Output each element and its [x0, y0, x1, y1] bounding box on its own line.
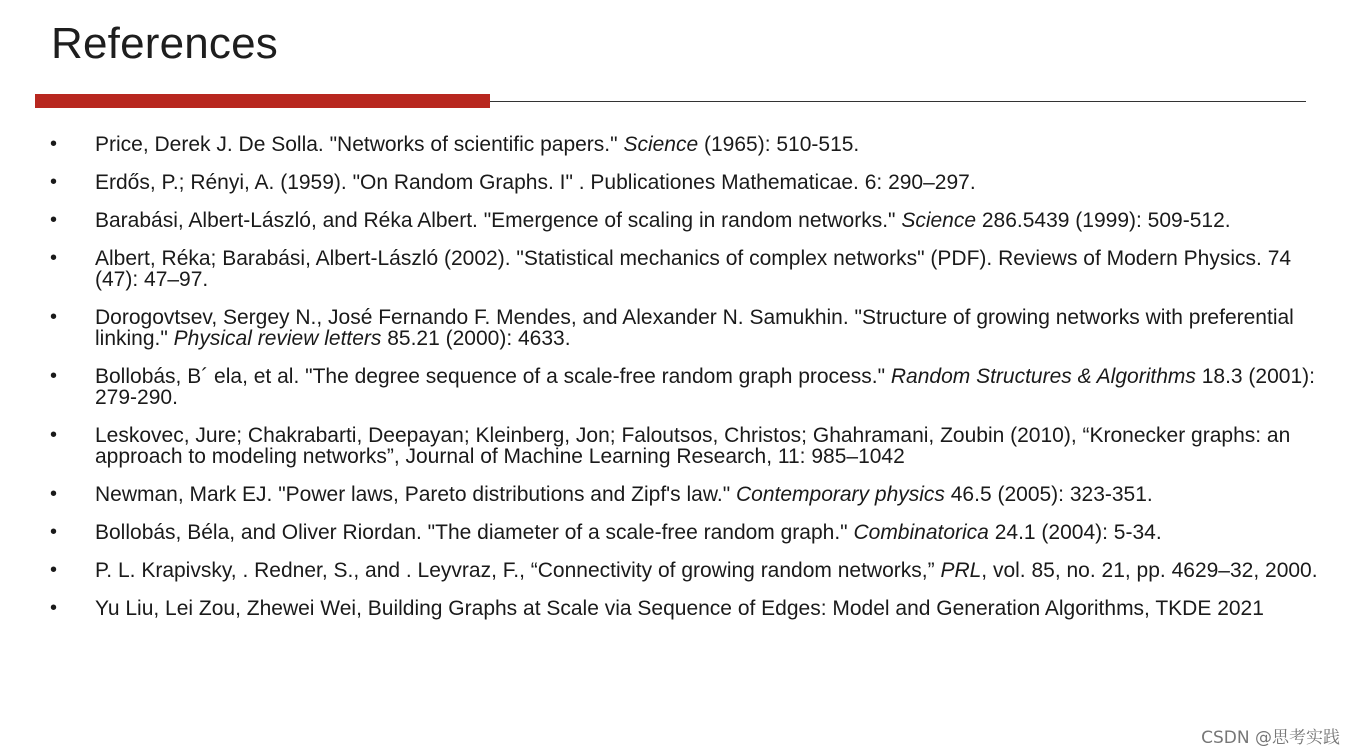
bullet-icon: •: [50, 424, 58, 446]
reference-source: Random Structures & Algorithms: [890, 365, 1196, 388]
reference-text: Albert, Réka; Barabási, Albert-László (2002). "Statistical mechanics of complex networks" (PDF). Reviews of Modern Physics. 74 (47): 47–97.: [95, 247, 1292, 291]
reference-item: [0, 210, 1356, 231]
watermark: CSDN @思考实践: [1201, 728, 1340, 748]
reference-item: [0, 134, 1356, 155]
reference-text: P. L. Krapivsky, . Redner, S., and . Leyvraz, F., “Connectivity of growing random networks,”: [95, 559, 941, 582]
reference-item: [0, 598, 1356, 619]
reference-details: (1965): 510-515.: [698, 133, 860, 156]
reference-item: [0, 560, 1356, 581]
reference-source: Science: [901, 209, 977, 232]
bullet-icon: •: [50, 209, 58, 231]
reference-source: Physical review letters: [173, 327, 382, 350]
reference-text: Barabási, Albert-László, and Réka Albert. "Emergence of scaling in random networks.": [95, 209, 902, 232]
reference-text: Newman, Mark EJ. "Power laws, Pareto distributions and Zipf's law.": [95, 483, 736, 506]
reference-details: 85.21 (2000): 4633.: [381, 327, 571, 350]
reference-item: [0, 522, 1356, 543]
reference-item: [0, 425, 1356, 467]
title-accent-bar: [35, 94, 490, 108]
reference-text: Erdős, P.; Rényi, A. (1959). "On Random Graphs. I" . Publicationes Mathematicae. 6: 290–297.: [95, 171, 976, 194]
bullet-icon: •: [50, 559, 58, 581]
reference-text: Dorogovtsev, Sergey N., José Fernando F. Mendes, and Alexander N. Samukhin. "Structure of growing networks with preferential linking.": [95, 306, 1294, 350]
bullet-icon: •: [50, 133, 58, 155]
bullet-icon: •: [50, 306, 58, 328]
bullet-icon: •: [50, 483, 58, 505]
reference-details: , vol. 85, no. 21, pp. 4629–32, 2000.: [981, 559, 1318, 582]
reference-item: [0, 248, 1356, 290]
reference-details: 286.5439 (1999): 509-512.: [976, 209, 1231, 232]
bullet-icon: •: [50, 171, 58, 193]
reference-details: 24.1 (2004): 5-34.: [988, 521, 1162, 544]
reference-details: 46.5 (2005): 323-351.: [944, 483, 1153, 506]
reference-text: Bollobás, B´ ela, et al. "The degree sequence of a scale-free random graph process.": [95, 365, 891, 388]
reference-source: PRL: [940, 559, 982, 582]
bullet-icon: •: [50, 365, 58, 387]
reference-text: Price, Derek J. De Solla. "Networks of scientific papers.": [95, 133, 624, 156]
reference-details: 18.3 (2001): 279-290.: [95, 365, 1315, 409]
page-title: References: [51, 19, 279, 68]
reference-text: Bollobás, Béla, and Oliver Riordan. "The diameter of a scale-free random graph.": [95, 521, 854, 544]
bullet-icon: •: [50, 597, 58, 619]
reference-item: [0, 172, 1356, 193]
reference-item: [0, 484, 1356, 505]
reference-item: [0, 366, 1356, 408]
title-divider-line: [490, 101, 1306, 102]
reference-source: Science: [623, 133, 699, 156]
reference-list: [0, 134, 1356, 636]
reference-source: Combinatorica: [853, 521, 989, 544]
reference-item: [0, 307, 1356, 349]
bullet-icon: •: [50, 521, 58, 543]
bullet-icon: •: [50, 247, 58, 269]
reference-text: Yu Liu, Lei Zou, Zhewei Wei, Building Graphs at Scale via Sequence of Edges: Model and Generation Algorithms, TKDE 2021: [95, 597, 1264, 620]
reference-source: Contemporary physics: [736, 483, 945, 506]
reference-text: Leskovec, Jure; Chakrabarti, Deepayan; Kleinberg, Jon; Faloutsos, Christos; Ghahramani, Zoubin (2010), “Kronecker graphs: an approach to modeling networks”, Journal of Machine Learning Research, 11: 985–1042: [95, 424, 1291, 468]
